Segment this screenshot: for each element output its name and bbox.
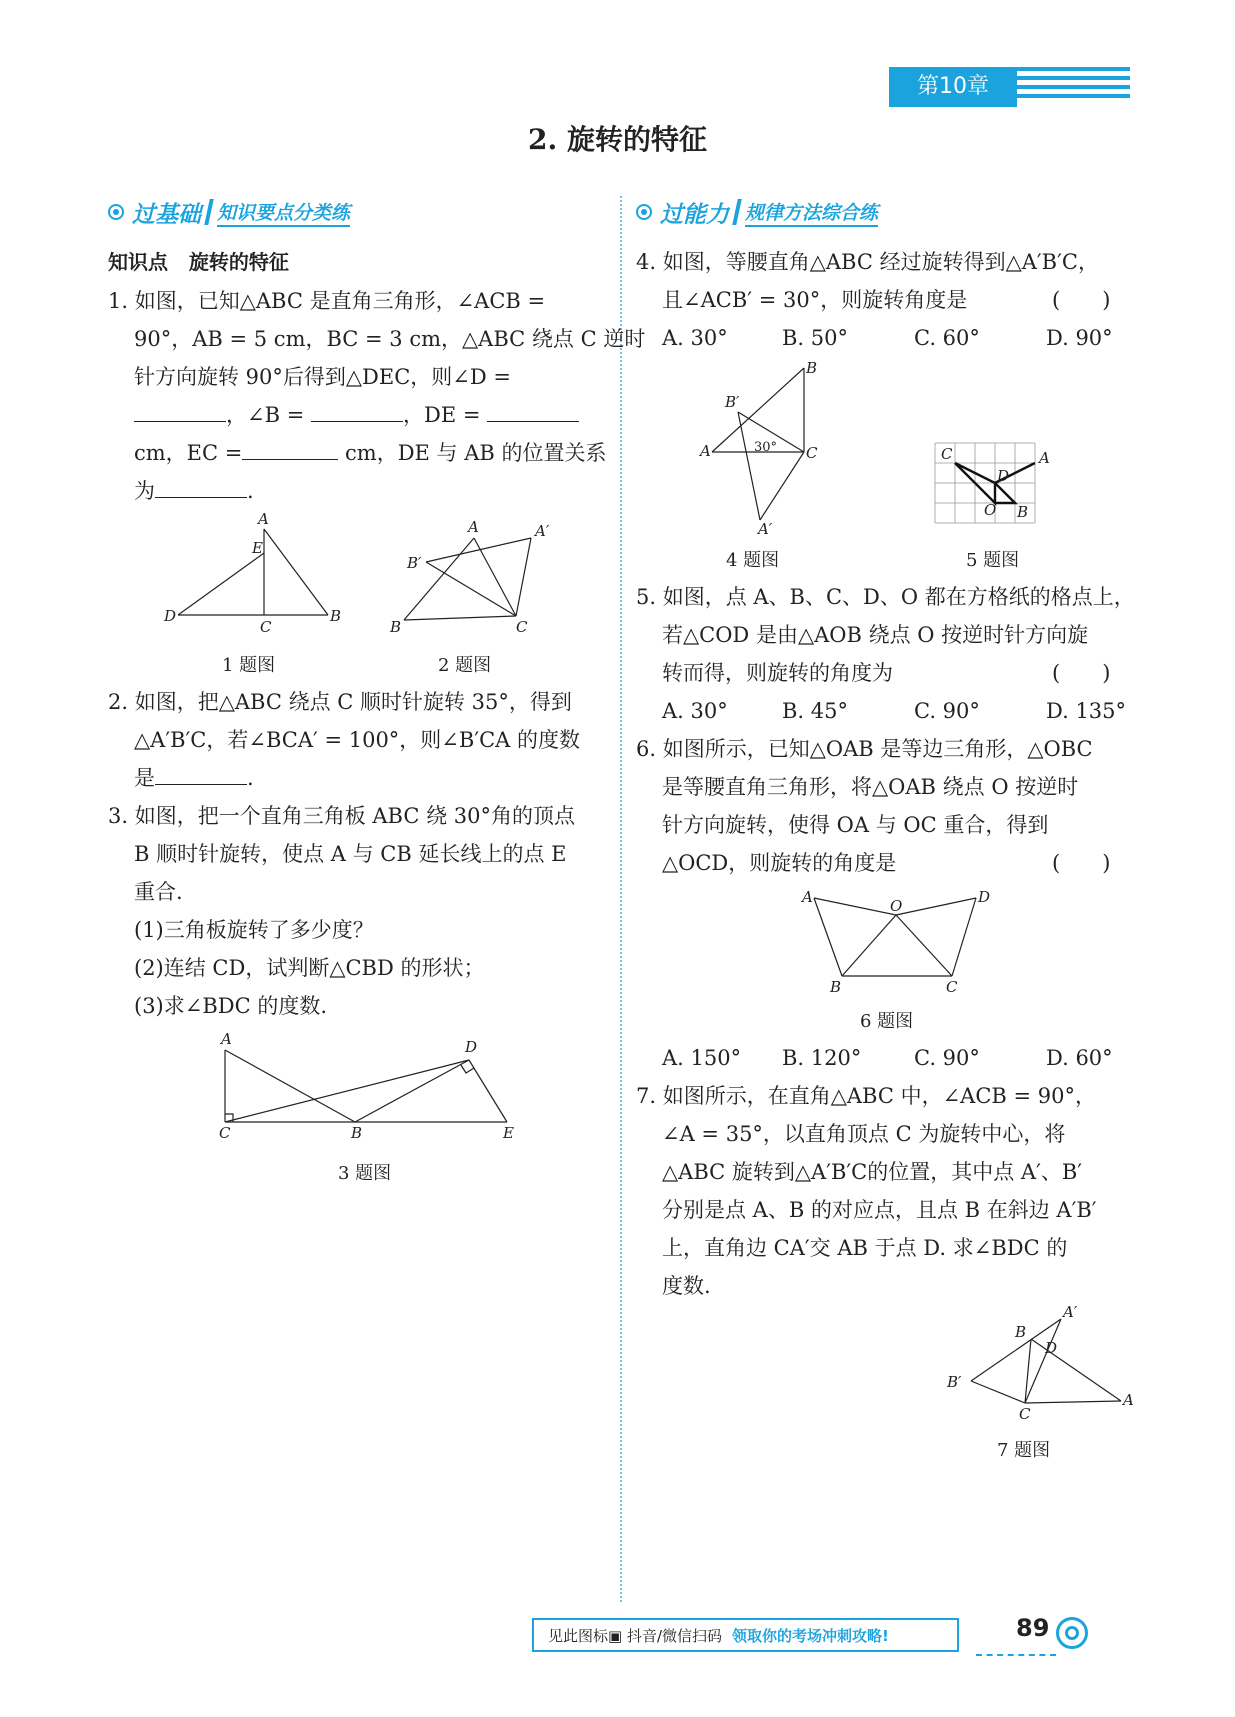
fig2-label: C (516, 618, 528, 636)
figure-7 (945, 1305, 1135, 1425)
fig4-label: A′ (758, 520, 773, 538)
chapter-tab: 第10章 (889, 67, 1017, 107)
q3-line: B 顺时针旋转，使点 A 与 CB 延长线上的点 E (134, 842, 567, 866)
figure-1-caption: 1 题图 (222, 655, 276, 676)
fig3-label: C (219, 1124, 231, 1142)
fig1-label: D (164, 607, 177, 625)
fig5-label: B (1017, 503, 1029, 521)
fig1-label: B (330, 607, 342, 625)
figure-6 (800, 890, 1000, 1000)
q3-subquestion: (3)求∠BDC 的度数. (134, 994, 328, 1018)
q1-line: 为 . (134, 479, 254, 503)
section-bullet-icon (636, 204, 652, 220)
fig2-label: A (468, 518, 479, 536)
answer-blank[interactable] (487, 401, 579, 422)
figure-6-caption: 6 题图 (860, 1011, 914, 1032)
footer-promo (532, 1618, 959, 1652)
fig4-label: C (806, 444, 818, 462)
q4-line: 4. 如图，等腰直角△ABC 经过旋转得到△A′B′C， (636, 250, 1099, 274)
footer-note: 见此图标▣ 抖音/微信扫码 (548, 1626, 722, 1645)
q3-line: 3. 如图，把一个直角三角板 ABC 绕 30°角的顶点 (108, 804, 576, 828)
page-number: 89 (1016, 1614, 1050, 1642)
option-b[interactable]: B. 45° (782, 699, 849, 723)
fig3-label: B (351, 1124, 363, 1142)
fig4-label: B′ (725, 393, 740, 411)
q5-line: 转而得，则旋转的角度为 (662, 661, 893, 685)
figure-5 (925, 435, 1065, 535)
section-sub-label: 规律方法综合练 (745, 198, 878, 227)
q6-line: 针方向旋转，使得 OA 与 OC 重合，得到 (662, 813, 1049, 837)
q2-line: △A′B′C，若∠BCA′ = 100°，则∠B′CA 的度数 (134, 728, 581, 752)
fig7-label: D (1045, 1339, 1058, 1357)
option-a[interactable]: A. 30° (662, 326, 728, 350)
q7-line: 上，直角边 CA′交 AB 于点 D. 求∠BDC 的 (662, 1236, 1068, 1260)
figure-2-caption: 2 题图 (438, 655, 492, 676)
figure-3 (215, 1030, 515, 1140)
fig6-label: A (802, 888, 813, 906)
q1-line: 90°，AB = 5 cm，BC = 3 cm，△ABC 绕点 C 逆时 (134, 327, 646, 351)
section-bullet-icon (108, 204, 124, 220)
option-d[interactable]: D. 60° (1046, 1046, 1113, 1070)
fig4-label: A (700, 442, 711, 460)
fig4-angle-label: 30° (754, 440, 778, 455)
fig7-label: B (1015, 1323, 1027, 1341)
q7-line: 分别是点 A、B 的对应点，且点 B 在斜边 A′B′ (662, 1198, 1097, 1222)
q2-line: 2. 如图，把△ABC 绕点 C 顺时针旋转 35°，得到 (108, 690, 572, 714)
answer-blank[interactable] (242, 439, 338, 460)
q1-line: 针方向旋转 90°后得到△DEC，则∠D = (134, 365, 511, 389)
q3-line: 重合. (134, 880, 183, 904)
answer-bracket[interactable]: ( ) (1052, 288, 1111, 312)
figure-4-caption: 4 题图 (726, 550, 780, 571)
q7-line: 度数. (662, 1274, 711, 1298)
q7-line: ∠A = 35°，以直角顶点 C 为旋转中心，将 (662, 1122, 1066, 1146)
chapter-tab-decoration (1017, 67, 1130, 107)
q7-line: 7. 如图所示，在直角△ABC 中，∠ACB = 90°， (636, 1084, 1097, 1108)
option-d[interactable]: D. 90° (1046, 326, 1113, 350)
option-c[interactable]: C. 90° (914, 699, 980, 723)
fig3-label: D (465, 1038, 478, 1056)
answer-bracket[interactable]: ( ) (1052, 661, 1111, 685)
q4-line: 且∠ACB′ = 30°，则旋转角度是 (662, 288, 968, 312)
option-b[interactable]: B. 50° (782, 326, 849, 350)
fig5-label: O (984, 501, 997, 519)
option-c[interactable]: C. 90° (914, 1046, 980, 1070)
q1-line: 1. 如图，已知△ABC 是直角三角形，∠ACB = (108, 289, 546, 313)
fig6-label: B (830, 978, 842, 996)
section-header-ability (636, 196, 878, 228)
q3-subquestion: (2)连结 CD，试判断△CBD 的形状； (134, 956, 485, 980)
footer-cta[interactable]: 领取你的考场冲刺攻略! (732, 1626, 889, 1645)
option-c[interactable]: C. 60° (914, 326, 980, 350)
knowledge-point-heading: 知识点 旋转的特征 (108, 250, 289, 274)
option-a[interactable]: A. 30° (662, 699, 728, 723)
option-d[interactable]: D. 135° (1046, 699, 1127, 723)
figure-1 (160, 510, 350, 636)
fig5-label: C (941, 445, 953, 463)
fig2-label: A′ (535, 522, 550, 540)
option-b[interactable]: B. 120° (782, 1046, 862, 1070)
fig6-label: C (946, 978, 958, 996)
fig1-label: A (258, 510, 269, 528)
fig7-label: B′ (947, 1373, 962, 1391)
q7-line: △ABC 旋转到△A′B′C的位置，其中点 A′、B′ (662, 1160, 1083, 1184)
fig2-label: B′ (407, 554, 422, 572)
answer-blank[interactable] (134, 401, 226, 422)
page-ring-icon (1056, 1617, 1088, 1649)
fig7-label: C (1019, 1405, 1031, 1423)
section-main-label: 过基础 (132, 201, 201, 228)
figure-5-caption: 5 题图 (966, 550, 1020, 571)
fig5-label: D (997, 467, 1010, 485)
fig4-label: B (806, 359, 818, 377)
fig6-label: D (978, 888, 991, 906)
q5-line: 若△COD 是由△AOB 绕点 O 按逆时针方向旋 (662, 623, 1089, 647)
fig7-label: A (1123, 1391, 1134, 1409)
fig3-label: A (221, 1030, 232, 1048)
fig7-label: A′ (1063, 1303, 1078, 1321)
option-a[interactable]: A. 150° (662, 1046, 742, 1070)
q1-line: ，∠B = ，DE = (134, 401, 579, 429)
section-divider (732, 199, 742, 225)
figure-3-caption: 3 题图 (338, 1163, 392, 1184)
fig2-label: B (390, 618, 402, 636)
q1-line: cm，EC = cm，DE 与 AB 的位置关系 (134, 441, 607, 465)
column-divider (620, 196, 622, 1602)
section-sub-label: 知识要点分类练 (217, 198, 350, 227)
fig1-label: C (260, 618, 272, 636)
q2-line: 是 . (134, 766, 254, 790)
q6-line: 6. 如图所示，已知△OAB 是等边三角形，△OBC (636, 737, 1093, 761)
answer-bracket[interactable]: ( ) (1052, 851, 1111, 875)
q3-subquestion: (1)三角板旋转了多少度？ (134, 918, 374, 942)
figure-2 (388, 520, 558, 640)
section-header-basic (108, 196, 350, 228)
q6-line: 是等腰直角三角形，将△OAB 绕点 O 按逆时 (662, 775, 1079, 799)
figure-4 (700, 359, 830, 538)
section-divider (204, 199, 214, 225)
footer-dash (976, 1654, 1056, 1656)
answer-blank[interactable] (155, 764, 247, 785)
answer-blank[interactable] (155, 477, 247, 498)
figure-7-caption: 7 题图 (997, 1440, 1051, 1461)
q5-line: 5. 如图，点 A、B、C、D、O 都在方格纸的格点上， (636, 585, 1135, 609)
fig1-label: E (252, 539, 263, 557)
section-main-label: 过能力 (660, 201, 729, 228)
answer-blank[interactable] (311, 401, 403, 422)
q6-line: △OCD，则旋转的角度是 (662, 851, 897, 875)
fig3-label: E (503, 1124, 514, 1142)
fig6-label: O (890, 897, 903, 915)
fig5-label: A (1039, 449, 1050, 467)
page-title: 2. 旋转的特征 (528, 123, 707, 156)
